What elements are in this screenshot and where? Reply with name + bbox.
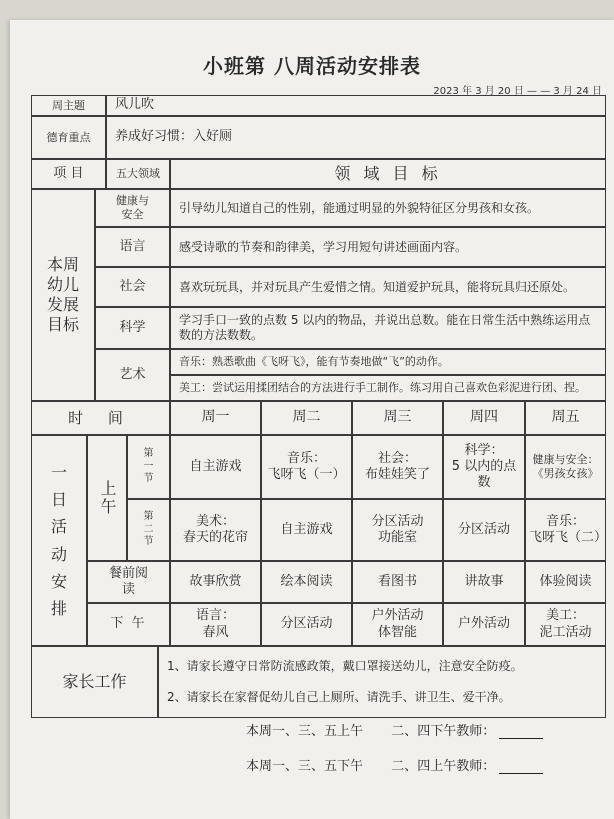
session1-mon: 自主游戏 (170, 435, 261, 499)
goal-health: 引导幼儿知道自己的性别，能通过明显的外貌特征区分男孩和女孩。 (170, 189, 606, 227)
theme-label: 周主题 (31, 95, 106, 116)
theme-value: 风儿吹 (106, 95, 606, 116)
footer-1-right: 二、四下午教师： (391, 724, 496, 739)
domain-language: 语言 (95, 227, 170, 267)
session2-label: 第二节 (127, 499, 170, 561)
reading-wed: 看图书 (352, 561, 443, 603)
afternoon-thu: 户外活动 (443, 603, 525, 646)
goal-social: 喜欢玩玩具，并对玩具产生爱惜之情。知道爱护玩具，能将玩具归还原处。 (170, 267, 606, 307)
parent-work-items (158, 646, 606, 718)
goal-science: 学习手口一致的点数 5 以内的物品，并说出总数。能在日常生活中熟练运用点数的方法数数。 (170, 307, 606, 349)
session2-fri: 音乐： 飞呀飞（二） (525, 499, 606, 561)
footer-1-left: 本周一、三、五上午 (246, 724, 364, 739)
session1-fri: 健康与安全： 《男孩女孩》 (525, 435, 606, 499)
day-thu: 周四 (443, 401, 525, 435)
day-mon: 周一 (170, 401, 261, 435)
goal-art-craft: 美工：尝试运用揉团结合的方法进行手工制作。练习用自己喜欢色彩泥进行团、捏。 (170, 375, 606, 401)
goals-label: 本周幼儿发展目标 (31, 189, 95, 401)
item-label: 项 目 (31, 159, 106, 189)
session2-tue: 自主游戏 (261, 499, 352, 561)
session1-tue: 音乐： 飞呀飞（一） (261, 435, 352, 499)
afternoon-mon: 语言： 春风 (170, 603, 261, 646)
domain-art: 艺术 (95, 349, 170, 401)
session2-wed: 分区活动 功能室 (352, 499, 443, 561)
reading-tue: 绘本阅读 (261, 561, 352, 603)
parent-work-label: 家长工作 (31, 646, 158, 718)
domain-social: 社会 (95, 267, 170, 307)
parent-item-2: 2、请家长在家督促幼儿自己上厕所、请洗手、讲卫生、爱干净。 (167, 690, 511, 704)
reading-thu: 讲故事 (443, 561, 525, 603)
day-tue: 周二 (261, 401, 352, 435)
daily-label: 一日活动安排 (31, 435, 87, 646)
five-domains-label: 五大领域 (106, 159, 170, 189)
reading-mon: 故事欣赏 (170, 561, 261, 603)
footer-line-2 (246, 755, 543, 774)
session1-thu: 科学： 5 以内的点数 (443, 435, 525, 499)
goal-art-music: 音乐：熟悉歌曲《飞呀飞》，能有节奏地做“飞”的动作。 (170, 349, 606, 375)
moral-value: 养成好习惯：入好厕 (106, 116, 606, 159)
day-fri: 周五 (525, 401, 606, 435)
footer-line-1 (246, 720, 543, 739)
morning-label: 上午 (87, 435, 127, 561)
session1-wed: 社会： 布娃娃笑了 (352, 435, 443, 499)
afternoon-fri: 美工： 泥工活动 (525, 603, 606, 646)
teacher-signature-line-2 (499, 761, 543, 774)
time-label: 时 间 (31, 401, 170, 435)
goal-language: 感受诗歌的节奏和韵律美，学习用短句讲述画面内容。 (170, 227, 606, 267)
footer-2-left: 本周一、三、五下午 (246, 759, 364, 774)
session2-mon: 美术： 春天的花帘 (170, 499, 261, 561)
session1-label: 第一节 (127, 435, 170, 499)
schedule-sheet (10, 20, 614, 819)
reading-label: 餐前阅读 (87, 561, 170, 603)
teacher-signature-line-1 (499, 726, 543, 739)
footer-2-right: 二、四上午教师： (391, 759, 496, 774)
moral-label: 德育重点 (31, 116, 106, 159)
reading-fri: 体验阅读 (525, 561, 606, 603)
afternoon-label: 下 午 (87, 603, 170, 646)
session2-thu: 分区活动 (443, 499, 525, 561)
document-title: 小班第 八周活动安排表 (203, 54, 421, 78)
domain-health: 健康与安全 (95, 189, 170, 227)
parent-item-1: 1、请家长遵守日常防流感政策，戴口罩接送幼儿，注意安全防疫。 (167, 659, 523, 673)
date-range: 2023 年 3 月 20 日 — — 3 月 24 日 (433, 86, 602, 97)
domain-goals-header: 领 域 目 标 (170, 159, 606, 189)
schedule-table (31, 95, 608, 704)
afternoon-wed: 户外活动 体智能 (352, 603, 443, 646)
domain-science: 科学 (95, 307, 170, 349)
day-wed: 周三 (352, 401, 443, 435)
afternoon-tue: 分区活动 (261, 603, 352, 646)
